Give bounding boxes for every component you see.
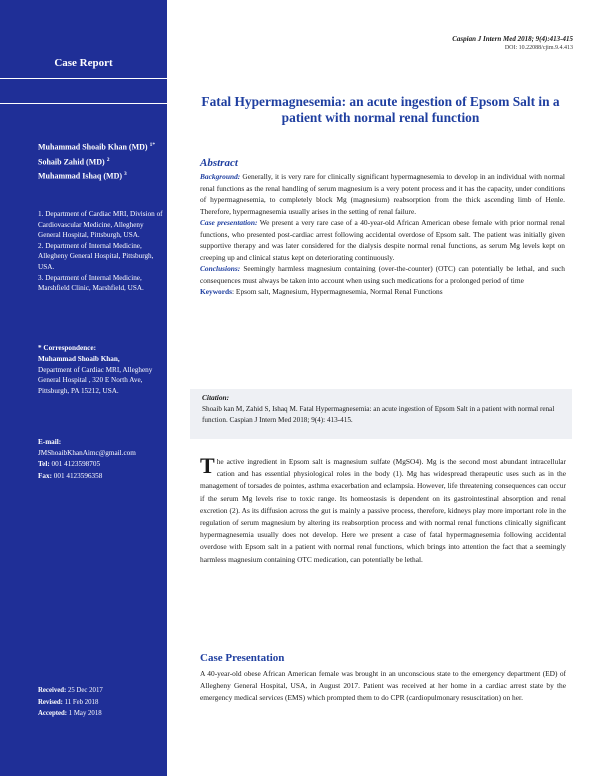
contact-info bbox=[38, 437, 166, 482]
affiliation-1: 1. Department of Cardiac MRI, Division of Cardiovascular Medicine, Allegheny General Hospital, Pittsburgh, USA. bbox=[38, 210, 163, 240]
author-2: Sohaib Zahid (MD) $^2$ bbox=[38, 156, 110, 167]
affiliations bbox=[38, 209, 163, 294]
author-list bbox=[38, 139, 155, 183]
article-dates bbox=[38, 685, 103, 720]
case-presentation-heading: Case Presentation bbox=[200, 652, 285, 664]
case-presentation-paragraph: A 40-year-old obese African American female was brought in an unconscious state to the emergency department (ED) of Allegheny General Hospital, USA, in August 2017. Patient was received at her home in a cardiac arrest state by the emergency medical services (EMS) which prompted them to do CPR (cardiopulmonary resuscitation) on her. bbox=[200, 669, 566, 703]
journal-citation-header: Caspian J Intern Med 2018; 9(4):413-415 bbox=[452, 35, 573, 43]
abstract-background: Background: Generally, it is very rare for clinically significant hypermagnesemia to develop in an individual with normal renal functions as the renal handling of serum magnesium is a very potent process and it has the capacity, under conditions of hypermagnesemia, to completely block Mg (magnesium) reabsorption from the thick ascending limb of Henle. Therefore, hypermagnesemia usually arises in the setting of renal failure. bbox=[200, 172, 565, 216]
sidebar bbox=[0, 0, 167, 776]
citation-heading: Citation: bbox=[202, 393, 230, 402]
citation-box bbox=[190, 389, 572, 439]
introduction-paragraph: The active ingredient in Epsom salt is magnesium sulfate (MgSO4). Mg is the second most abundant intracellular cation and has essential physiological roles in the body (1). Mg has widespread therapeutic uses such as in the management of torsades de pointes, asthma exacerbation and eclampsia. However, life threatening consequences can occur if the serum Mg levels rise to toxic range. Its homeostasis is dependent on its gastrointestinal absorption and renal excretion (2). As its diffusion across the gut is mainly a passive process, therefore, kidneys play more important role in the regulation of serum magnesium by altering its reabsorption process and with normal renal functions clinically significant hypermagnesemia usually does not develop. Here we present a case of fatal hypermagnesemia following accidental overdose with Epsom salt in a patient with normal renal functions, which brings into attention the fact that a seemingly harmless magnesium containing OTC medication, can potentially be lethal. bbox=[200, 453, 566, 564]
abstract-heading: Abstract bbox=[200, 157, 238, 169]
abstract-case: Case presentation: We present a very rare case of a 40-year-old African American obese female with prior normal renal functions, who presented post-cardiac arrest following accidental overdose of Epsom salt. The patient was initially given supportive therapy and was later considered for the dialysis despite normal renal functions, as serum Mg levels kept on creeping up and clinical status kept on deteriorating continuously. bbox=[200, 218, 565, 262]
revised-date: Revised: 11 Feb 2018 bbox=[38, 698, 99, 706]
fax-line: Fax: 001 4123596358 bbox=[38, 471, 103, 480]
email-link[interactable]: JMShoaibKhanAimc@gmail.com bbox=[38, 449, 136, 458]
abstract-body bbox=[200, 171, 565, 298]
accepted-date: Accepted: 1 May 2018 bbox=[38, 710, 102, 718]
sidebar-divider-bottom bbox=[0, 103, 167, 104]
correspondence bbox=[38, 343, 163, 397]
doi-header: DOI: 10.22088/cjim.9.4.413 bbox=[504, 45, 573, 51]
drop-cap: T bbox=[200, 453, 215, 478]
affiliation-2: 2. Department of Internal Medicine, Allegheny General Hospital, Pittsburgh, USA. bbox=[38, 241, 154, 271]
correspondence-address: Department of Cardiac MRI, Allegheny General Hospital , 320 E North Ave, Pittsburgh, PA 15212, USA. bbox=[38, 365, 153, 396]
received-date: Received: 25 Dec 2017 bbox=[38, 687, 103, 694]
abstract-box bbox=[187, 153, 571, 380]
article-type-label: Case Report bbox=[54, 57, 113, 69]
abstract-conclusions: Conclusions: Seemingly harmless magnesium containing (over-the-counter) (OTC) can potentially be lethal, and such consequences must always be taken into account when using such medications for a prolonged period of time bbox=[200, 264, 565, 285]
citation-text: Shoaib kan M, Zahid S, Ishaq M. Fatal Hypermagnesemia: an acute ingestion of Epsom Salt in a patient with normal renal function. Caspian J Intern Med 2018; 9(4): 413-415. bbox=[202, 405, 555, 425]
author-3: Muhammad Ishaq (MD) $^3$ bbox=[38, 171, 127, 181]
email-label: E-mail: bbox=[38, 438, 62, 446]
author-1: Muhammad Shoaib Khan (MD) $^{1*}$ bbox=[38, 142, 156, 152]
tel-line: Tel: 001 4123598705 bbox=[38, 460, 101, 469]
affiliation-3: 3. Department of Internal Medicine, Marshfield Clinic, Marshfield, USA. bbox=[38, 273, 144, 293]
correspondence-label: * Correspondence: bbox=[38, 344, 96, 352]
correspondence-name: Muhammad Shoaib Khan, bbox=[38, 354, 120, 363]
article-title: Fatal Hypermagnesemia: an acute ingestion of Epsom Salt in a patient with normal renal function bbox=[201, 94, 560, 125]
sidebar-divider-top bbox=[0, 78, 167, 79]
abstract-keywords: Keywords: Epsom salt, Magnesium, Hypermagnesemia, Normal Renal Functions bbox=[200, 287, 443, 296]
